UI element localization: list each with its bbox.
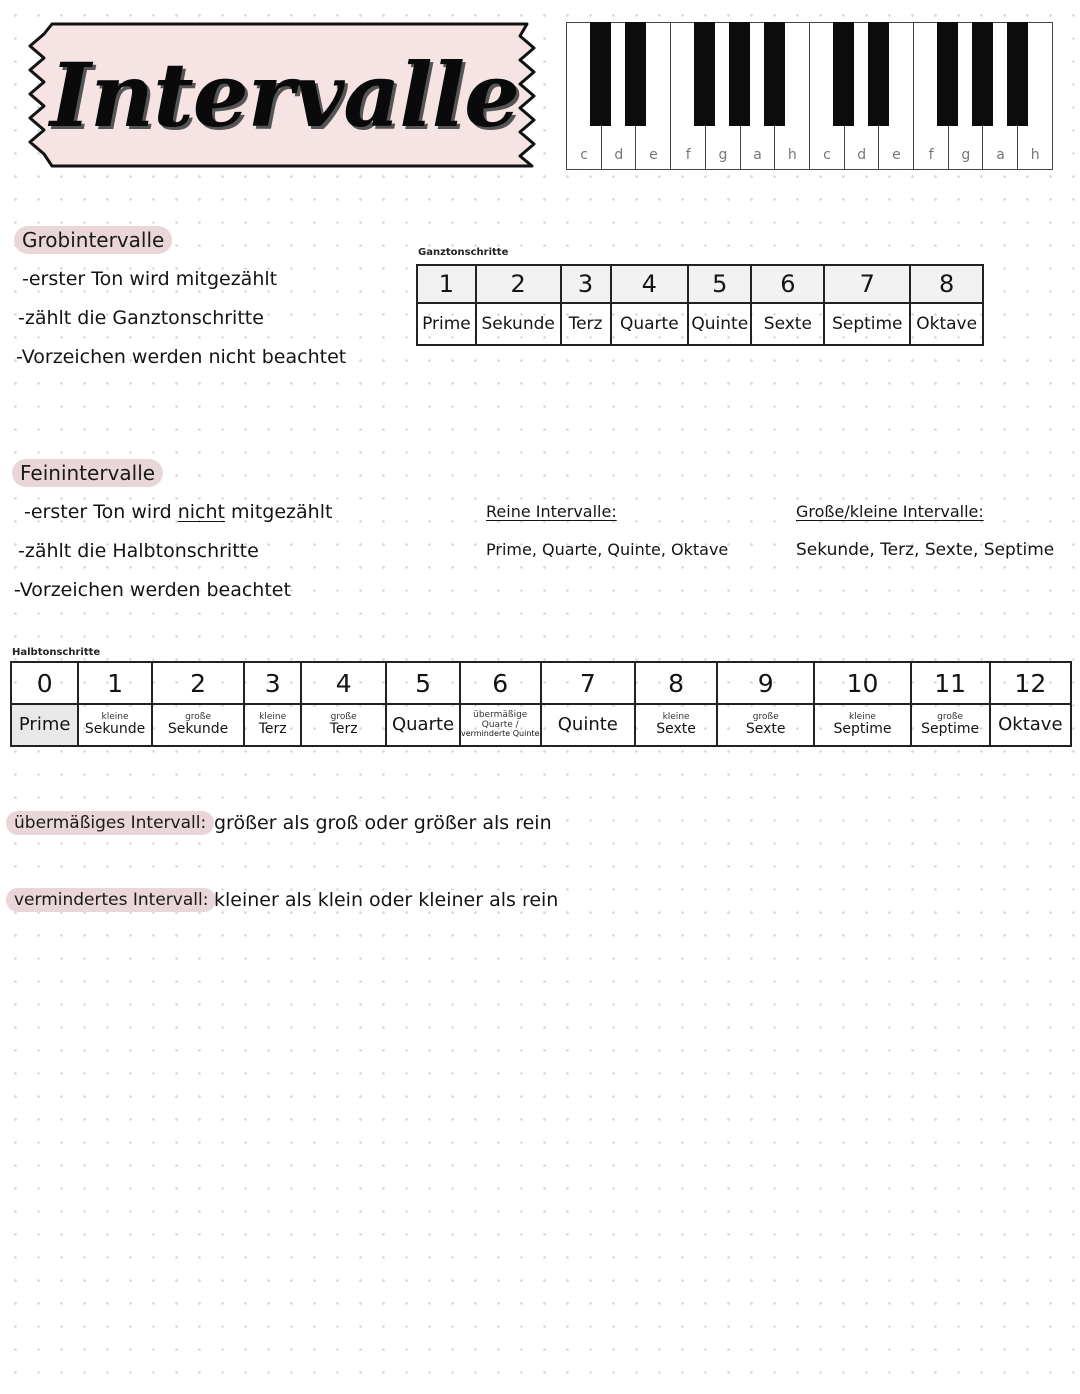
interval-name: Terz xyxy=(258,721,287,738)
ganzton-number: 7 xyxy=(824,265,910,303)
halbton-number: 9 xyxy=(717,662,814,704)
piano-key-label: c xyxy=(823,147,831,163)
halbton-table xyxy=(10,661,1072,747)
ganzton-interval-name: Prime xyxy=(417,303,476,345)
halbton-interval-cell xyxy=(717,704,814,746)
interval-name: Quarte xyxy=(391,713,455,735)
fein-bullet-text: mitgezählt xyxy=(231,501,333,523)
piano-black-key xyxy=(729,22,750,126)
interval-name: Septime xyxy=(921,721,980,738)
halbton-interval-cell xyxy=(152,704,245,746)
ganzton-interval-name: Septime xyxy=(824,303,910,345)
ganzton-interval-name: Sexte xyxy=(751,303,824,345)
piano-key-label: h xyxy=(1030,147,1040,163)
halbton-interval-cell xyxy=(460,704,541,746)
piano-key-label: e xyxy=(892,147,901,163)
halbton-number: 0 xyxy=(11,662,78,704)
piano-key-label: f xyxy=(685,147,691,163)
interval-name: Sekunde xyxy=(167,721,229,738)
fein-bullet-emphasis: nicht xyxy=(177,501,225,523)
halbton-number: 3 xyxy=(244,662,301,704)
reine-heading: Reine Intervalle: xyxy=(486,502,617,521)
fein-bullet xyxy=(24,501,332,523)
ganzton-interval-name: Oktave xyxy=(910,303,983,345)
reine-list: Prime, Quarte, Quinte, Oktave xyxy=(486,540,729,559)
piano-key-label: c xyxy=(580,147,588,163)
uebermaessig-label: übermäßiges Intervall: xyxy=(6,811,214,835)
interval-quality: kleine xyxy=(101,711,129,722)
piano-black-key xyxy=(972,22,993,126)
ganzton-interval-name: Quinte xyxy=(688,303,751,345)
piano-key-label: g xyxy=(961,147,971,163)
ganzton-interval-name: Sekunde xyxy=(476,303,561,345)
halbton-number: 11 xyxy=(911,662,990,704)
interval-quality: übermäßige Quarte / xyxy=(473,710,528,730)
ganzton-interval-name: Quarte xyxy=(611,303,689,345)
piano-black-key xyxy=(590,22,611,126)
interval-quality: kleine xyxy=(259,711,287,722)
interval-name: Oktave xyxy=(998,713,1063,735)
halbton-number: 4 xyxy=(301,662,386,704)
halbton-number: 12 xyxy=(990,662,1071,704)
ganzton-table xyxy=(416,264,984,346)
halbton-interval-cell xyxy=(78,704,151,746)
ganzton-number: 3 xyxy=(561,265,611,303)
piano-key-label: h xyxy=(787,147,797,163)
halbton-number: 10 xyxy=(814,662,910,704)
gross-klein-list: Sekunde, Terz, Sexte, Septime xyxy=(796,540,1055,560)
interval-quality: kleine xyxy=(662,711,690,722)
interval-name: Sexte xyxy=(656,721,696,738)
interval-name: verminderte Quinte xyxy=(460,729,540,739)
fein-bullet: -Vorzeichen werden beachtet xyxy=(14,579,291,601)
vermindert-label: vermindertes Intervall: xyxy=(6,888,216,912)
gross-klein-heading: Große/kleine Intervalle: xyxy=(796,502,984,521)
halbton-interval-cell xyxy=(990,704,1071,746)
halbton-interval-cell xyxy=(911,704,990,746)
grob-bullet: -Vorzeichen werden nicht beachtet xyxy=(16,346,347,368)
halbton-interval-cell xyxy=(814,704,910,746)
halbton-number: 7 xyxy=(541,662,635,704)
halbton-number: 1 xyxy=(78,662,151,704)
ganzton-number: 1 xyxy=(417,265,476,303)
ganzton-number: 2 xyxy=(476,265,561,303)
halbton-interval-cell xyxy=(244,704,301,746)
piano-key-label: e xyxy=(649,147,658,163)
interval-quality: große xyxy=(185,711,212,722)
piano-black-key xyxy=(694,22,715,126)
fein-bullet-text: -erster Ton wird xyxy=(24,501,172,523)
halbton-interval-cell xyxy=(635,704,717,746)
piano-key-label: a xyxy=(996,147,1005,163)
grob-bullet: -zählt die Ganztonschritte xyxy=(18,307,264,329)
halbton-number: 8 xyxy=(635,662,717,704)
ganzton-label: Ganztonschritte xyxy=(418,247,509,258)
interval-name: Sekunde xyxy=(84,721,146,738)
halbton-interval-cell xyxy=(541,704,635,746)
halbton-number: 6 xyxy=(460,662,541,704)
grob-heading: Grobintervalle xyxy=(14,226,172,254)
halbton-interval-cell xyxy=(11,704,78,746)
vermindert-text: kleiner als klein oder kleiner als rein xyxy=(214,889,559,911)
ganzton-interval-name: Terz xyxy=(561,303,611,345)
grob-bullet: -erster Ton wird mitgezählt xyxy=(22,268,278,290)
interval-quality: große xyxy=(330,711,357,722)
title-banner xyxy=(22,16,547,174)
uebermaessig-text: größer als groß oder größer als rein xyxy=(214,812,552,834)
halbton-label: Halbtonschritte xyxy=(12,647,101,658)
interval-quality: kleine xyxy=(848,711,876,722)
interval-quality: große xyxy=(752,711,779,722)
piano-black-key xyxy=(1007,22,1028,126)
piano-black-key xyxy=(764,22,785,126)
piano-black-key xyxy=(833,22,854,126)
interval-name: Sexte xyxy=(745,721,786,738)
piano-black-key xyxy=(625,22,646,126)
piano-key-label: g xyxy=(718,147,728,163)
halbton-number: 5 xyxy=(386,662,460,704)
interval-name: Quinte xyxy=(557,713,618,735)
piano-keyboard xyxy=(566,22,1052,172)
halbton-number: 2 xyxy=(152,662,245,704)
ganzton-number: 5 xyxy=(688,265,751,303)
interval-quality: große xyxy=(937,711,964,722)
ganzton-number: 8 xyxy=(910,265,983,303)
piano-black-key xyxy=(868,22,889,126)
piano-key-label: d xyxy=(614,147,624,163)
piano-black-key xyxy=(937,22,958,126)
interval-name: Septime xyxy=(833,721,892,738)
piano-key-label: f xyxy=(928,147,934,163)
piano-key-label: d xyxy=(857,147,867,163)
interval-name: Terz xyxy=(329,721,358,738)
halbton-interval-cell xyxy=(386,704,460,746)
ganzton-number: 4 xyxy=(611,265,689,303)
fein-heading: Feinintervalle xyxy=(12,459,163,487)
piano-key-label: a xyxy=(753,147,762,163)
interval-name: Prime xyxy=(18,713,71,735)
halbton-interval-cell xyxy=(301,704,386,746)
page-title: Intervalle xyxy=(49,43,520,147)
ganzton-number: 6 xyxy=(751,265,824,303)
fein-bullet: -zählt die Halbtonschritte xyxy=(18,540,259,562)
